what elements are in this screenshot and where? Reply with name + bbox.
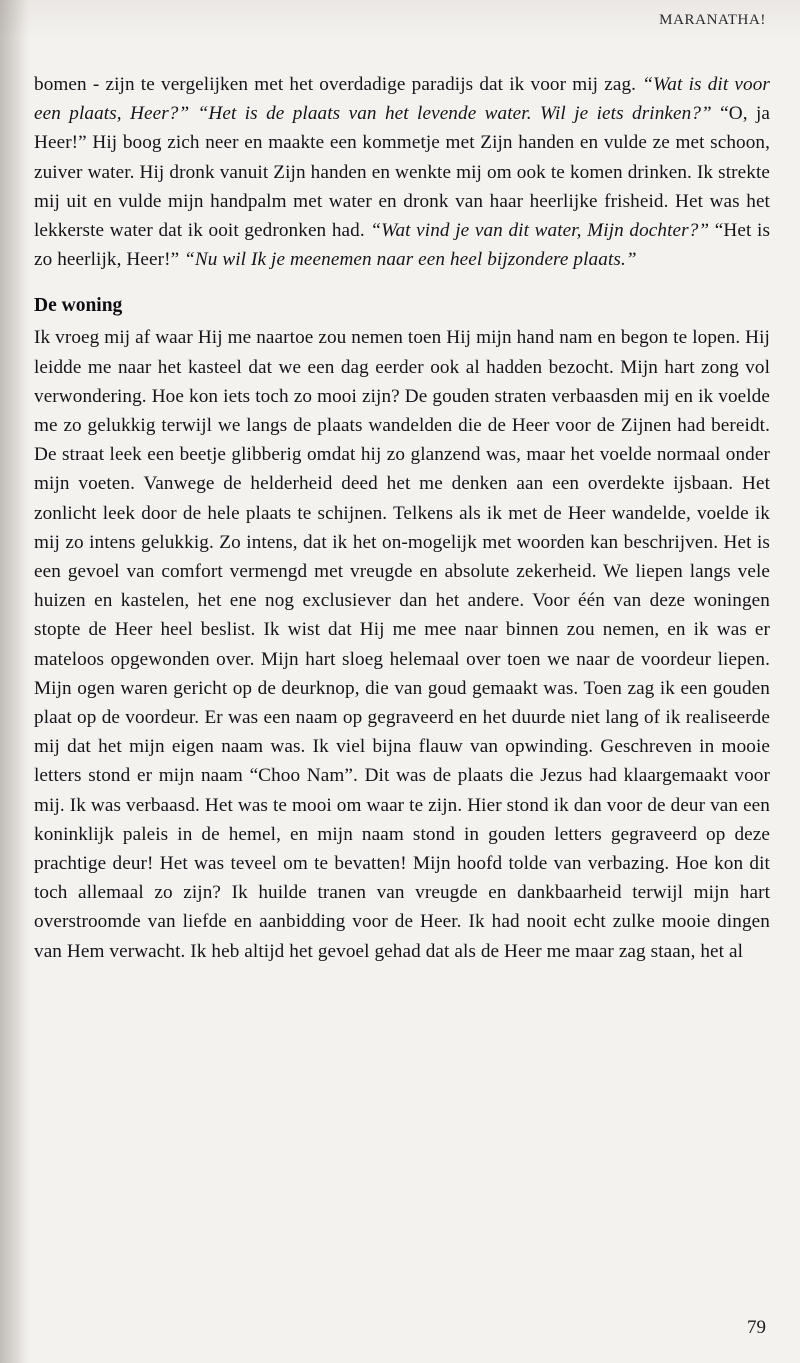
text-run: bomen - zijn te vergelijken met het overdadige paradijs dat ik voor mij zag. (34, 74, 643, 95)
text-run-3: “Het is zo heerlijk, Heer!” (34, 220, 771, 271)
running-head: MARANATHA! (659, 12, 766, 28)
page-number: 79 (747, 1317, 766, 1338)
text-run-quote-3: “Wat vind je van dit water, Mijn dochter?” (370, 220, 715, 242)
page-content (34, 70, 770, 966)
paragraph-water-scene (34, 70, 770, 274)
text-run-2: “O, ja Heer!” Hij boog zich neer en maakte een kommetje met Zijn handen en vulde ze met schoon, zuiver water. Hij dronk vanuit Zijn handen en wenkte mij om ook te komen drinken. Ik strekte mij uit en vulde mijn handpalm met water en dronk van haar heerlijke frisheid. Het was het lekkerste water dat ik ooit gedronken had. (34, 103, 770, 242)
paragraph-de-woning: Ik vroeg mij af waar Hij me naartoe zou nemen toen Hij mijn hand nam en begon te lopen. Hij leidde me naar het kasteel dat we een dag eerder ook al hadden bezocht. Mijn hart zong vol verwondering. Hoe kon iets toch zo mooi zijn? De gouden straten verbaasden mij en ik voelde me zo gelukkig terwijl we langs de plaats wandelden die de Heer voor de Zijnen had bereidt. De straat leek een beetje glibberig omdat hij zo glanzend was, maar het voelde normaal onder mijn voeten. Vanwege de helderheid deed het me denken aan een overdekte ijsbaan. Het zonlicht leek door de hele plaats te schijnen. Telkens als ik met de Heer wandelde, voelde ik mij zo intens gelukkig. Zo intens, dat ik het on-mogelijk met woorden kan beschrijven. Het is een gevoel van comfort vermengd met vreugde en absolute zekerheid. We liepen langs vele huizen en kastelen, het ene nog exclusiever dan het andere. Voor één van deze woningen stopte de Heer heel beslist. Ik wist dat Hij me mee naar binnen zou nemen, en ik was er mateloos opgewonden over. Mijn hart sloeg helemaal over toen we naar de voordeur liepen. Mijn ogen waren gericht op de deurknop, die van goud gemaakt was. Toen zag ik een gouden plaat op de voordeur. Er was een naam op gegraveerd en het duurde niet lang of ik realiseerde mij dat het mijn eigen naam was. Ik viel bijna flauw van opwinding. Geschreven in mooie letters stond er mijn naam “Choo Nam”. Dit was de plaats die Jezus had klaargemaakt voor mij. Ik was verbaasd. Het was te mooi om waar te zijn. Hier stond ik dan voor de deur van een koninklijk paleis in de hemel, en mijn naam stond in gouden letters gegraveerd op deze prachtige deur! Het was teveel om te bevatten! Mijn hoofd tolde van verbazing. Hoe kon dit toch allemaal zo zijn? Ik huilde tranen van vreugde en dankbaarheid terwijl mijn hart overstroomde van liefde en aanbidding voor de Heer. Ik had nooit echt zulke mooie dingen van Hem verwacht. Ik heb altijd het gevoel gehad dat als de Heer me maar zag staan, het al (34, 327, 770, 962)
page-gutter-shadow (0, 0, 30, 1363)
text-run-quote-2: “Het is de plaats van het levende water. Wil je iets drinken?” (197, 103, 721, 125)
section-heading-de-woning: De woning (34, 295, 123, 317)
text-run-quote-1: “Wat is dit voor een plaats, Heer?” (34, 74, 770, 125)
text-run-quote-4: “Nu wil Ik je meenemen naar een heel bijzondere plaats.” (184, 249, 637, 271)
